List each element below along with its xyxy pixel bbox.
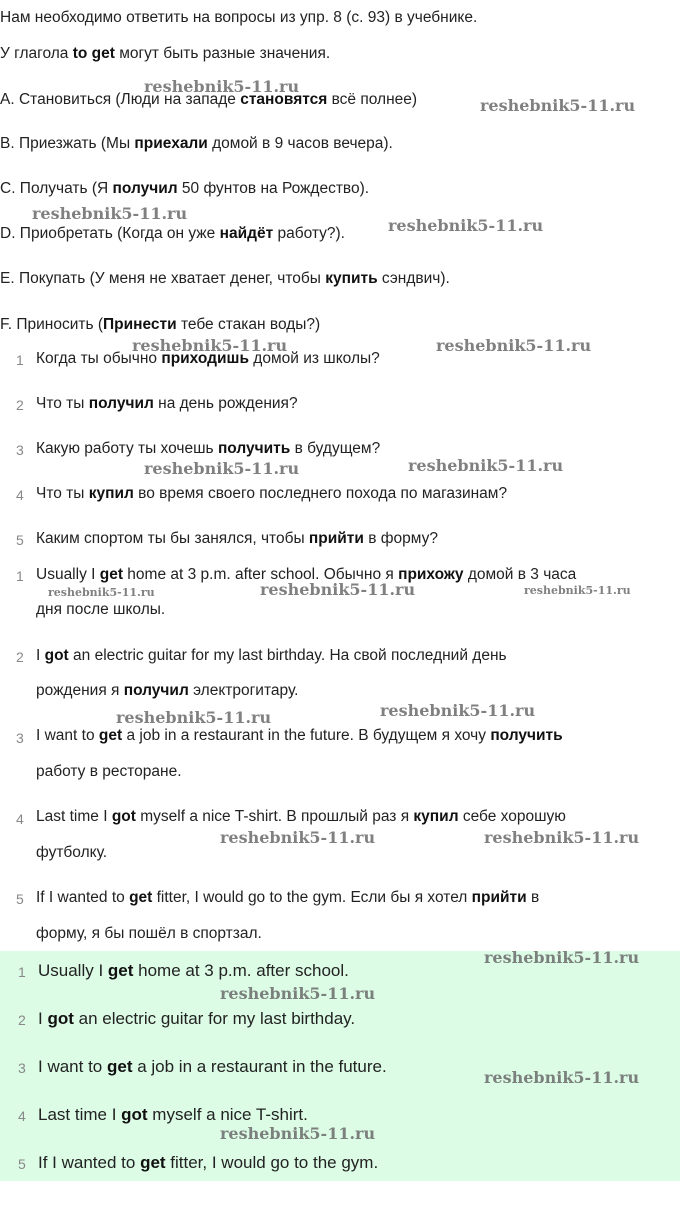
meaning-post: 50 фунтов на Рождество).: [177, 180, 370, 197]
watermark: reshebnik5-11.ru: [524, 584, 631, 597]
highlighted-part: Usually I: [38, 961, 108, 980]
highlighted-answer-2: [38, 1009, 355, 1029]
highlighted-part: Last time I: [38, 1105, 122, 1124]
question-bold: приходишь: [161, 350, 249, 367]
question-bold: получить: [217, 440, 291, 457]
highlighted-part-bold: get: [106, 1057, 133, 1076]
intro-line-2: [0, 44, 330, 64]
meaning-post: тебе стакан воды?): [176, 316, 321, 333]
highlighted-number: 1: [18, 964, 26, 980]
question-pre: Какую работу ты хочешь: [36, 440, 218, 457]
meaning-bold: Принести: [103, 316, 177, 333]
meaning-pre: F. Приносить (: [0, 316, 104, 333]
answer-part: Usually I: [36, 566, 100, 583]
highlighted-part: home at 3 p.m. after school.: [133, 961, 349, 980]
highlighted-part: a job in a restaurant in the future.: [132, 1057, 387, 1076]
question-3: [36, 439, 380, 459]
meaning-bold: купить: [325, 270, 378, 287]
meaning-pre: C. Получать (Я: [0, 180, 113, 197]
watermark: reshebnik5-11.ru: [380, 701, 536, 720]
highlighted-number: 4: [18, 1108, 26, 1124]
meaning-pre: A. Становиться (Люди на западе: [0, 91, 241, 108]
answer-1-line-2: [36, 600, 165, 620]
question-pre: Что ты: [36, 485, 89, 502]
answer-5-line-2: [36, 924, 262, 944]
meaning-e: [0, 269, 450, 289]
question-post: в будущем?: [290, 440, 381, 457]
highlighted-answer-3: [38, 1057, 387, 1077]
meaning-b: [0, 134, 393, 154]
intro-line-2-pre: У глагола: [0, 45, 73, 62]
answer-part-bold: получил: [123, 682, 189, 699]
meaning-post: сэндвич).: [377, 270, 450, 287]
question-number: 5: [16, 532, 24, 548]
answer-4-line-1: [36, 807, 566, 827]
answer-part: себе хорошую: [458, 808, 566, 825]
answer-5-line-1: [36, 888, 539, 908]
highlighted-answer-1: [38, 961, 349, 981]
highlighted-part: If I wanted to: [38, 1153, 141, 1172]
watermark: reshebnik5-11.ru: [32, 204, 188, 223]
meaning-post: домой в 9 часов вечера).: [207, 135, 393, 152]
meaning-post: всё полнее): [327, 91, 418, 108]
watermark: reshebnik5-11.ru: [388, 216, 544, 235]
question-number: 4: [16, 487, 24, 503]
answer-3-line-1: [36, 726, 563, 746]
answer-number: 1: [16, 568, 24, 584]
watermark: reshebnik5-11.ru: [484, 948, 640, 967]
answer-part: форму, я бы пошёл в спортзал.: [36, 925, 262, 942]
question-5: [36, 529, 438, 549]
answer-part: a job in a restaurant in the future. В будущем я хочу: [122, 727, 491, 744]
answer-part: Last time I: [36, 808, 112, 825]
watermark: reshebnik5-11.ru: [132, 336, 288, 355]
answer-part: an electric guitar for my last birthday. На свой последний день: [68, 647, 507, 664]
watermark: reshebnik5-11.ru: [408, 456, 564, 475]
highlighted-number: 3: [18, 1060, 26, 1076]
meaning-bold: получил: [112, 180, 178, 197]
answer-part: If I wanted to: [36, 889, 130, 906]
question-number: 1: [16, 352, 24, 368]
answer-2-line-2: [36, 681, 298, 701]
answer-part: электрогитару.: [188, 682, 299, 699]
highlighted-part-bold: get: [140, 1153, 166, 1172]
question-2: [36, 394, 298, 414]
meaning-f: [0, 315, 320, 335]
intro-line-2-bold: to get: [72, 45, 115, 62]
meaning-pre: E. Покупать (У меня не хватает денег, чтобы: [0, 270, 326, 287]
watermark: reshebnik5-11.ru: [220, 828, 376, 847]
answer-part: I want to: [36, 727, 99, 744]
intro-line-1: Нам необходимо ответить на вопросы из упр. 8 (с. 93) в учебнике.: [0, 9, 478, 26]
answer-part: home at 3 p.m. after school. Обычно я: [123, 566, 399, 583]
answer-part: домой в 3 часа: [463, 566, 577, 583]
question-number: 2: [16, 397, 24, 413]
answer-part: I: [36, 647, 45, 664]
highlighted-part: I: [38, 1009, 48, 1028]
watermark: reshebnik5-11.ru: [484, 1068, 640, 1087]
answer-part-bold: get: [129, 889, 153, 906]
answer-number: 5: [16, 891, 24, 907]
meaning-c: [0, 179, 369, 199]
highlighted-part-bold: get: [107, 961, 134, 980]
highlighted-part: fitter, I would go to the gym.: [165, 1153, 379, 1172]
watermark: reshebnik5-11.ru: [220, 984, 376, 1003]
answer-2-line-1: [36, 646, 507, 666]
meaning-bold: приехали: [134, 135, 208, 152]
question-pre: Что ты: [36, 395, 89, 412]
highlighted-answer-5: [38, 1153, 378, 1173]
watermark: reshebnik5-11.ru: [116, 708, 272, 727]
watermark: reshebnik5-11.ru: [220, 1124, 376, 1143]
watermark: reshebnik5-11.ru: [480, 96, 636, 115]
answer-part: футболку.: [36, 844, 108, 861]
answer-part-bold: get: [99, 566, 123, 583]
highlighted-part-bold: got: [121, 1105, 148, 1124]
answer-part-bold: получить: [490, 727, 563, 744]
answer-part: дня после школы.: [36, 601, 166, 618]
watermark: reshebnik5-11.ru: [48, 586, 155, 599]
answer-4-line-2: [36, 843, 107, 863]
meaning-post: работу?).: [273, 225, 345, 242]
answer-part-bold: прийти: [471, 889, 527, 906]
answer-part: рождения я: [36, 682, 124, 699]
answer-number: 3: [16, 730, 24, 746]
meaning-d: [0, 224, 345, 244]
watermark: reshebnik5-11.ru: [436, 336, 592, 355]
meaning-bold: становятся: [240, 91, 328, 108]
watermark: reshebnik5-11.ru: [144, 459, 300, 478]
meaning-bold: найдёт: [219, 225, 274, 242]
question-bold: прийти: [308, 530, 364, 547]
question-bold: получил: [88, 395, 154, 412]
question-post: во время своего последнего похода по магазинам?: [133, 485, 508, 502]
highlighted-part: myself a nice T-shirt.: [147, 1105, 308, 1124]
answer-3-line-2: [36, 762, 182, 782]
answer-part-bold: got: [44, 647, 69, 664]
meaning-pre: B. Приезжать (Мы: [0, 135, 135, 152]
watermark: reshebnik5-11.ru: [484, 828, 640, 847]
question-post: на день рождения?: [153, 395, 298, 412]
question-post: в форму?: [363, 530, 438, 547]
question-pre: Каким спортом ты бы занялся, чтобы: [36, 530, 309, 547]
answer-part-bold: прихожу: [398, 566, 464, 583]
question-pre: Когда ты обычно: [36, 350, 162, 367]
highlighted-answer-4: [38, 1105, 308, 1125]
answer-part-bold: got: [111, 808, 136, 825]
answer-part-bold: get: [98, 727, 123, 744]
highlighted-part: an electric guitar for my last birthday.: [73, 1009, 356, 1028]
watermark: reshebnik5-11.ru: [144, 77, 300, 96]
answer-part: в: [526, 889, 540, 906]
highlighted-number: 2: [18, 1012, 26, 1028]
answer-part: работу в ресторане.: [36, 763, 182, 780]
intro-line-2-post: могут быть разные значения.: [114, 45, 331, 62]
meaning-pre: D. Приобретать (Когда он уже: [0, 225, 220, 242]
answer-part-bold: купил: [413, 808, 459, 825]
question-number: 3: [16, 442, 24, 458]
question-post: домой из школы?: [249, 350, 380, 367]
highlighted-number: 5: [18, 1156, 26, 1172]
answer-part: fitter, I would go to the gym. Если бы я хотел: [152, 889, 472, 906]
answer-number: 2: [16, 649, 24, 665]
watermark: reshebnik5-11.ru: [260, 580, 416, 599]
answer-number: 4: [16, 811, 24, 827]
highlighted-part-bold: got: [47, 1009, 74, 1028]
question-bold: купил: [88, 485, 134, 502]
answer-part: myself a nice T-shirt. В прошлый раз я: [135, 808, 414, 825]
highlighted-part: I want to: [38, 1057, 107, 1076]
question-4: [36, 484, 507, 504]
